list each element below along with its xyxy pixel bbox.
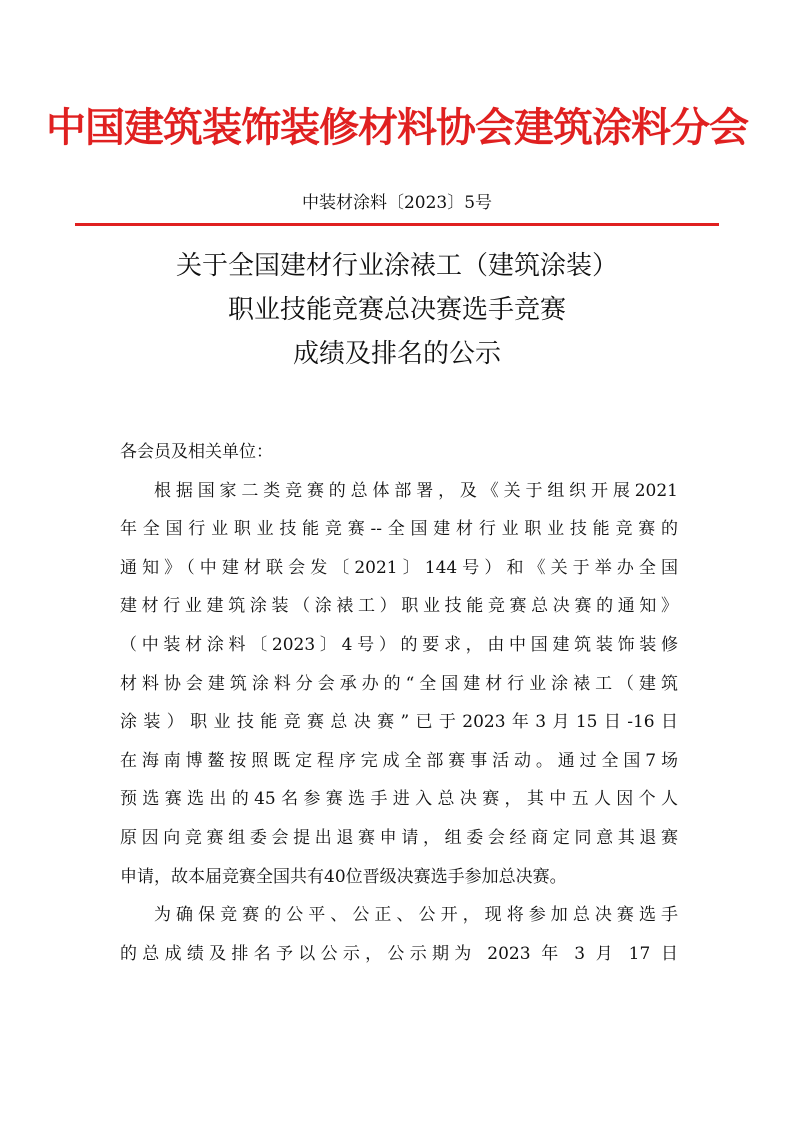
document-title — [0, 244, 794, 376]
paragraph-line: 为确保竞赛的公平、公正、公开，现将参加总决赛选手 — [154, 905, 678, 926]
paragraph-line: 通知》（中建材联会发〔2021〕144号）和《关于举办全国 — [120, 557, 678, 578]
paragraph-line: 申请，故本届竞赛全国共有40位晋级决赛选手参加总决赛。 — [120, 866, 567, 887]
paragraph-line: 的总成绩及排名予以公示，公示期为 2023 年 3 月 17 日 — [120, 943, 678, 964]
title-line: 关于全国建材行业涂裱工（建筑涂装） — [175, 251, 618, 281]
paragraph-line: 年全国行业职业技能竞赛--全国建材行业职业技能竞赛的 — [120, 519, 678, 540]
paragraph-line: （中装材涂料〔2023〕4号）的要求，由中国建筑装饰装修 — [120, 634, 678, 655]
issuing-organization: 中国建筑装饰装修材料协会建筑涂料分会 — [46, 105, 748, 151]
paragraph-line: 预选赛选出的45名参赛选手进入总决赛，其中五人因个人 — [120, 789, 678, 810]
salutation: 各会员及相关单位： — [120, 442, 273, 462]
document-body — [120, 433, 678, 973]
paragraph-line: 建材行业建筑涂装（涂裱工）职业技能竞赛总决赛的通知》 — [120, 596, 678, 617]
document-number: 中装材涂料〔2023〕5号 — [301, 193, 493, 213]
paragraph-line: 涂装）职业技能竞赛总决赛”已于2023年3月15日-16日 — [120, 712, 678, 733]
red-divider-line — [75, 223, 719, 226]
paragraph-line: 根据国家二类竞赛的总体部署，及《关于组织开展2021 — [154, 480, 678, 501]
paragraph-line: 在海南博鳌按照既定程序完成全部赛事活动。通过全国7场 — [120, 750, 678, 771]
paragraph-line: 原因向竞赛组委会提出退赛申请，组委会经商定同意其退赛 — [120, 827, 678, 848]
paragraph-line: 材料协会建筑涂料分会承办的“全国建材行业涂裱工（建筑 — [120, 673, 678, 694]
title-line: 职业技能竞赛总决赛选手竞赛 — [227, 295, 566, 325]
title-line: 成绩及排名的公示 — [292, 339, 501, 369]
